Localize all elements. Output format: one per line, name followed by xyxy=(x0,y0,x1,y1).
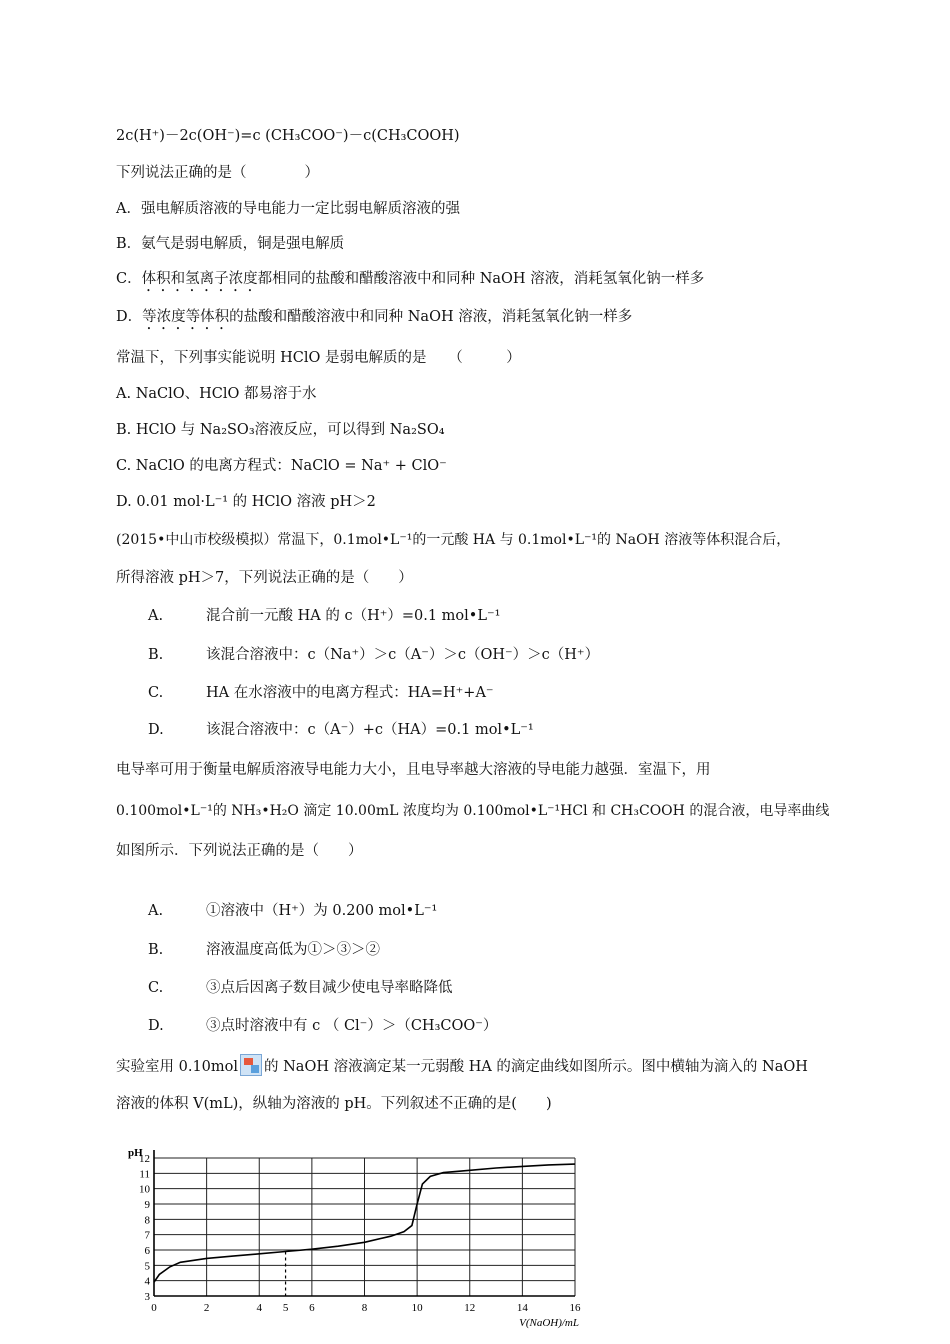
q4-option-a xyxy=(148,901,437,921)
option-label: C. xyxy=(148,685,164,701)
question-5 xyxy=(116,1054,808,1077)
option-text: ③点时溶液中有 c （ Cl⁻）＞（CH₃COO⁻） xyxy=(206,1018,498,1034)
q3-option-b xyxy=(148,645,599,665)
option-label: D. xyxy=(148,1018,164,1034)
y-tick-label: 10 xyxy=(139,1183,150,1196)
y-axis-label: pH xyxy=(128,1147,143,1159)
x-tick-label: 16 xyxy=(569,1302,581,1314)
x-tick-label: 0 xyxy=(151,1302,157,1314)
x-tick-label: 12 xyxy=(464,1302,476,1314)
option-label: D. xyxy=(148,722,164,738)
option-label: C. xyxy=(148,980,164,996)
q2-option-d: D. 0.01 mol·L⁻¹ 的 HClO 溶液 pH＞2 xyxy=(116,494,376,510)
q1-option-d xyxy=(116,307,632,333)
question-3: (2015•中山市校级模拟）常温下，0.1mol•L⁻¹的一元酸 HA 与 0.1mol•L⁻¹的 NaOH 溶液等体积混合后， xyxy=(116,532,791,548)
y-tick-label: 6 xyxy=(144,1245,150,1257)
q5-rest: 的 NaOH 溶液滴定某一元弱酸 HA 的滴定曲线如图所示。图中横轴为滴入的 NaOH xyxy=(264,1059,808,1075)
q5-prefix: 实验室用 0.10mol xyxy=(116,1059,239,1075)
y-tick-label: 11 xyxy=(139,1168,150,1181)
option-text: ①溶液中（H⁺）为 0.200 mol•L⁻¹ xyxy=(206,903,438,919)
option-text: ③点后因离子数目减少使电导率略降低 xyxy=(206,980,453,996)
q4-option-d xyxy=(148,1016,497,1036)
q1-option-c xyxy=(116,269,704,295)
q3-option-c xyxy=(148,683,494,703)
option-text: HA 在水溶液中的电离方程式：HA=H⁺+A⁻ xyxy=(206,685,494,701)
y-tick-label: 9 xyxy=(144,1199,150,1211)
x-tick-label: 5 xyxy=(282,1302,289,1314)
y-tick-label: 7 xyxy=(144,1229,150,1242)
q1d-emphasis: 等浓度等体积 xyxy=(142,309,230,325)
question-1: 下列说法正确的是（ ） xyxy=(116,165,319,181)
question-4: 电导率可用于衡量电解质溶液导电能力大小，且电导率越大溶液的导电能力越强．室温下，用 xyxy=(116,762,711,778)
option-text: 混合前一元酸 HA 的 c（H⁺）=0.1 mol•L⁻¹ xyxy=(206,608,501,624)
question-5-cont: 溶液的体积 V(mL)，纵轴为溶液的 pH。下列叙述不正确的是( ) xyxy=(116,1096,552,1112)
q3-option-d xyxy=(148,720,534,740)
q2-option-c: C. NaClO 的电离方程式：NaClO = Na⁺ + ClO⁻ xyxy=(116,458,447,474)
q4-option-b xyxy=(148,940,380,960)
q1d-rest: 的盐酸和醋酸溶液中和同种 NaOH 溶液，消耗氢氧化钠一样多 xyxy=(229,309,633,325)
option-label: B. xyxy=(148,942,164,958)
question-3-cont: 所得溶液 pH＞7，下列说法正确的是（ ） xyxy=(116,570,413,586)
y-tick-label: 12 xyxy=(139,1153,150,1165)
y-tick-label: 3 xyxy=(144,1291,150,1303)
broken-image-icon xyxy=(240,1054,262,1076)
q1-option-b: B．氨气是弱电解质，铜是强电解质 xyxy=(116,236,345,252)
q1d-prefix: D． xyxy=(116,309,143,325)
option-label: A. xyxy=(148,903,164,919)
q4-option-c xyxy=(148,978,453,998)
x-tick-label: 6 xyxy=(309,1302,315,1314)
q1c-prefix: C． xyxy=(116,271,142,287)
question-2: 常温下，下列事实能说明 HClO 是弱电解质的是 （ ） xyxy=(116,350,521,366)
question-4-cont2: 如图所示．下列说法正确的是（ ） xyxy=(116,843,363,859)
option-label: B. xyxy=(148,647,164,663)
q2-option-a: A. NaClO、HClO 都易溶于水 xyxy=(116,386,317,402)
option-text: 溶液温度高低为①＞③＞② xyxy=(206,942,380,958)
y-tick-label: 5 xyxy=(144,1260,150,1273)
q1c-rest: 都相同的盐酸和醋酸溶液中和同种 NaOH 溶液，消耗氢氧化钠一样多 xyxy=(257,271,705,287)
option-label: A. xyxy=(148,608,164,624)
x-tick-label: 4 xyxy=(256,1302,262,1314)
titration-curve-chart xyxy=(116,1140,596,1330)
q1c-emphasis: 体积和氢离子浓度 xyxy=(141,271,258,287)
question-4-cont: 0.100mol•L⁻¹的 NH₃•H₂O 滴定 10.00mL 浓度均为 0.100mol•L⁻¹HCl 和 CH₃COOH 的混合液，电导率曲线 xyxy=(116,803,830,819)
q3-option-a xyxy=(148,606,500,626)
x-axis-label: V(NaOH)/mL xyxy=(519,1317,579,1329)
y-tick-label: 4 xyxy=(144,1275,150,1288)
x-tick-label: 2 xyxy=(203,1302,210,1314)
equation-line: 2c(H⁺)－2c(OH⁻)=c (CH₃COO⁻)－c(CH₃COOH) xyxy=(116,128,460,144)
option-text: 该混合溶液中：c（Na⁺）＞c（A⁻）＞c（OH⁻）＞c（H⁺） xyxy=(206,647,600,663)
x-tick-label: 14 xyxy=(516,1302,528,1314)
option-text: 该混合溶液中：c（A⁻）+c（HA）=0.1 mol•L⁻¹ xyxy=(206,722,534,738)
y-tick-label: 8 xyxy=(144,1214,150,1227)
x-tick-label: 10 xyxy=(411,1302,423,1314)
q2-option-b: B. HClO 与 Na₂SO₃溶液反应，可以得到 Na₂SO₄ xyxy=(116,422,445,438)
q1-option-a: A．强电解质溶液的导电能力一定比弱电解质溶液的强 xyxy=(116,201,460,217)
x-tick-label: 8 xyxy=(361,1302,368,1314)
